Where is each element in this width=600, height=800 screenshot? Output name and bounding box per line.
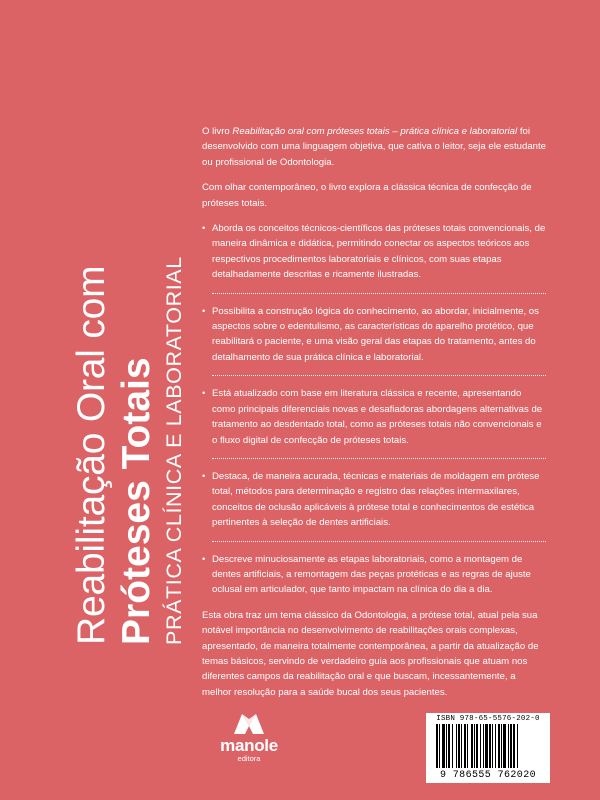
second-paragraph: Com olhar contemporâneo, o livro explora a clássica técnica de confecção de próteses totais. (202, 182, 532, 209)
intro-pre: O livro (202, 126, 233, 137)
publisher-tagline: editora (237, 754, 261, 763)
bullet-item: • Descreve minuciosamente as etapas laboratoriais, como a montagem de dentes artificiais, a remontagem das peças protéticas e as regras de ajuste oclusal em articulador, que tanto impactam na clínica do dia a dia. (202, 553, 531, 596)
barcode-bars (432, 724, 544, 770)
barcode (426, 713, 550, 783)
bullet-item: • Destaca, de maneira acurada, técnicas e materiais de moldagem em prótese total, métodos para determinação e registro das relações intermaxilares, conceitos de oclusão aplicáveis à prótese total e conhecimentos de estética pertinentes à seleção de dentes artificiais. (202, 470, 540, 529)
intro-paragraph (202, 124, 546, 170)
divider (212, 293, 546, 294)
divider (212, 541, 546, 542)
publisher-logo (214, 710, 284, 780)
bullet-dot: • (202, 388, 206, 400)
manole-logo-icon (232, 710, 266, 736)
bullet-dot: • (202, 223, 206, 235)
isbn-label: ISBN 978-65-5576-202-0 (436, 715, 540, 723)
closing-paragraph: Esta obra traz um tema clássico da Odontologia, a prótese total, atual pela sua notável importância no desenvolvimento de reabilitações orais complexas, apresentado, de maneira totalmente contemporânea, a partir da atualização de temas básicos, servindo de verdadeiro guia aos profissionais que atuam nos diferentes campos da reabilitação oral e que buscam, incessantemente, a melhor resolução para a saúde bucal dos seus pacientes. (202, 609, 539, 698)
divider (212, 375, 546, 376)
barcode-digits: 9 786555 762020 (439, 770, 536, 781)
bullet-item: • Possibilita a construção lógica do conhecimento, ao abordar, inicialmente, os aspectos sobre o edentulismo, as características do aparelho protético, que reabilitará o paciente, e uma visão geral das etapas do tratamento, antes do detalhamento de sua prática clínica e laboratorial. (202, 305, 539, 363)
vertical-title-block (70, 125, 195, 645)
publisher-name: manole (220, 736, 278, 755)
subtitle: PRÁTICA CLÍNICA E LABORATORIAL (162, 256, 186, 645)
intro-post: foi desenvolvido com uma linguagem objetiva, que cativa o leitor, seja ele estudante ou profissional de Odontologia. (202, 126, 546, 168)
title-line-1: Reabilitação Oral com (70, 265, 113, 645)
bullet-dot: • (202, 305, 206, 317)
bullet-item: • Está atualizado com base em literatura clássica e recente, apresentando como principais diferenciais novas e desafiadoras abordagens alternativas de tratamento ao desdentado total, como as próteses totais não convencionais e o fluxo digital de confecção de próteses totais. (202, 388, 543, 446)
bullet-dot: • (202, 470, 206, 482)
bullet-dot: • (202, 553, 206, 565)
back-cover-text (202, 124, 546, 710)
title-line-2: Próteses Totais (115, 357, 158, 645)
divider (212, 458, 546, 459)
bullet-item: • Aborda os conceitos técnicos-científicos das próteses totais convencionais, de maneira dinâmica e didática, permitindo conectar os aspectos teóricos aos respectivos procedimentos laboratoriais e clínicos, com suas etapas detalhadamente descritas e ricamente ilustradas. (202, 223, 546, 281)
book-title-italic: Reabilitação oral com próteses totais – prática clínica e laboratorial (232, 126, 518, 137)
